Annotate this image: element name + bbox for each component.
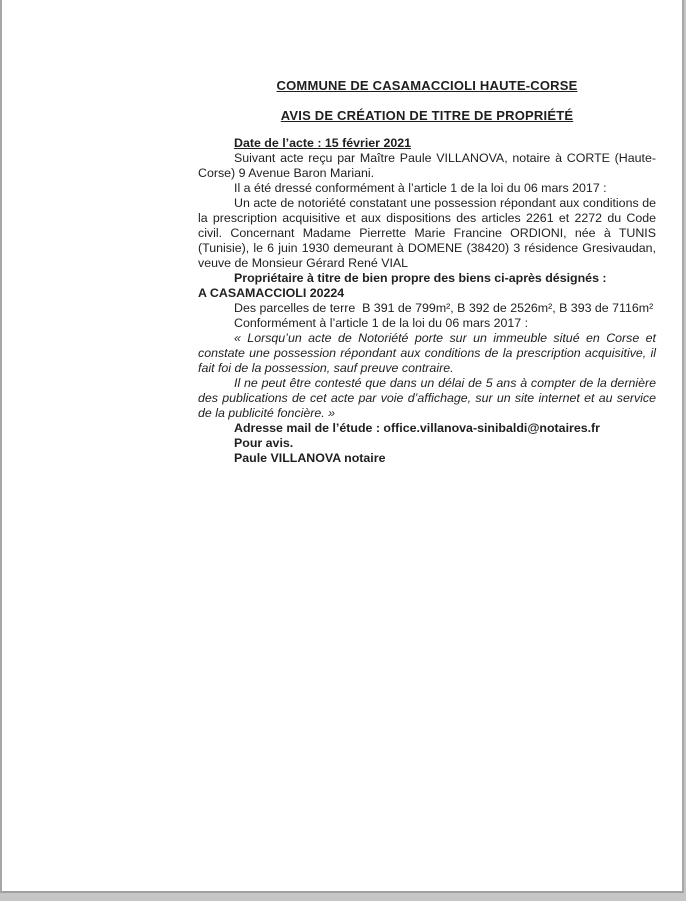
paragraph-notaire: Suivant acte reçu par Maître Paule VILLANOVA, notaire à CORTE (Haute-Corse) 9 Avenue Baron Mariani. xyxy=(198,151,656,180)
commune-title: COMMUNE DE CASAMACCIOLI HAUTE-CORSE xyxy=(276,78,578,93)
paragraph-citation-2: Il ne peut être contesté que dans un délai de 5 ans à compter de la dernière des publications de cet acte par voie d’affichage, sur un site internet et au service de la publicité foncière. » xyxy=(198,376,656,420)
document-content xyxy=(198,0,656,466)
paragraph-pour-avis: Pour avis. xyxy=(234,436,294,450)
paragraph-signature: Paule VILLANOVA notaire xyxy=(234,451,386,465)
paragraph-commune-code: A CASAMACCIOLI 20224 xyxy=(198,286,345,300)
paragraph-parcelles: Des parcelles de terre B 391 de 799m², B 392 de 2526m², B 393 de 7116m² xyxy=(234,301,654,315)
avis-title: AVIS DE CRÉATION DE TITRE DE PROPRIÉTÉ xyxy=(280,108,574,123)
paragraph-date-acte: Date de l’acte : 15 février 2021 xyxy=(234,136,412,150)
paragraph-proprietaire: Propriétaire à titre de bien propre des biens ci-après désignés : xyxy=(234,271,607,285)
paragraph-dresse-conformement: Il a été dressé conformément à l’article 1 de la loi du 06 mars 2017 : xyxy=(234,181,607,195)
paragraph-conformement-loi: Conformément à l’article 1 de la loi du 06 mars 2017 : xyxy=(234,316,529,330)
paragraph-citation-1: « Lorsqu’un acte de Notoriété porte sur un immeuble situé en Corse et constate une possession répondant aux conditions de la prescription acquisitive, il fait foi de la possession, sauf preuve contraire. xyxy=(198,331,656,375)
paragraph-adresse-mail: Adresse mail de l’étude : office.villanova-sinibaldi@notaires.fr xyxy=(234,421,601,435)
paragraph-acte-notoriete: Un acte de notoriété constatant une possession répondant aux conditions de la prescription acquisitive et aux dispositions des articles 2261 et 2272 du Code civil. Concernant Madame Pierrette Marie Francine ORDIONI, née à TUNIS (Tunisie), le 6 juin 1930 demeurant à DOMENE (38420) 3 résidence Gresivaudan, veuve de Monsieur Gérard René VIAL xyxy=(198,196,656,270)
